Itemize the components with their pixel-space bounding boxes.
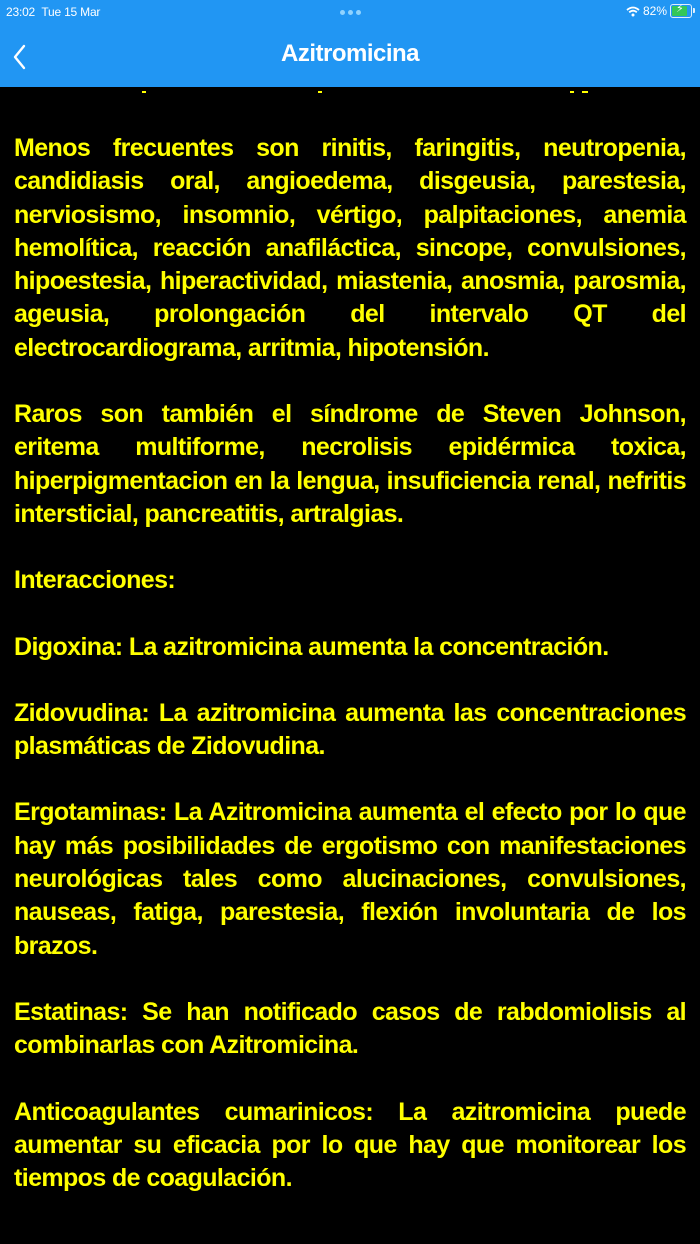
navigation-bar xyxy=(0,0,700,87)
battery-percent: 82% xyxy=(642,4,667,18)
time-text: 23:02 xyxy=(6,5,36,19)
page-title: Azitromicina xyxy=(280,40,420,67)
paragraph-estatinas: Estatinas: Se han notificado casos de rabdomiolisis al combinarlas con Azitromicina. xyxy=(14,997,686,1060)
wifi-icon xyxy=(626,6,640,17)
date-text: Tue 15 Mar xyxy=(41,5,101,19)
section-heading-interactions: Interacciones: xyxy=(14,566,176,595)
paragraph-digoxina: Digoxina: La azitromicina aumenta la concentración. xyxy=(14,632,609,661)
paragraph-ergotaminas: Ergotaminas: La Azitromicina aumenta el efecto por lo que hay más posibilidades de ergotismo con manifestaciones neurológicas tales como alucinaciones, convulsiones, nauseas, fatiga, parestesia, flexión involuntaria de los brazos. xyxy=(14,798,686,960)
status-bar xyxy=(0,0,700,24)
paragraph-rare-effects: Raros son también el síndrome de Steven Johnson, eritema multiforme, necrolisis epidérmica toxica, hiperpigmentacion en la lengua, insuficiencia renal, nefritis intersticial, pancreatitis, artralgias. xyxy=(14,400,686,528)
multitasking-dots-icon[interactable] xyxy=(340,4,361,15)
status-right xyxy=(626,4,692,18)
status-time xyxy=(6,5,100,19)
paragraph-zidovudina: Zidovudina: La azitromicina aumenta las concentraciones plasmáticas de Zidovudina. xyxy=(14,698,686,761)
scrollable-content[interactable] xyxy=(14,87,686,1228)
clipped-previous-line xyxy=(14,87,686,105)
paragraph-anticoagulantes: Anticoagulantes cumarinicos: La azitromicina puede aumentar su eficacia por lo que hay que monitorear los tiempos de coagulación. xyxy=(14,1097,686,1193)
paragraph-less-frequent-effects: Menos frecuentes son rinitis, faringitis, neutropenia, candidiasis oral, angioedema, disgeusia, parestesia, nerviosismo, insomnio, vértigo, palpitaciones, anemia hemolítica, reacción anafiláctica, sincope, convulsiones, hipoestesia, hiperactividad, miastenia, anosmia, parosmia, ageusia, prolongación del intervalo QT del electrocardiograma, arritmia, hipotensión. xyxy=(14,134,686,362)
battery-charging-icon: ⚡ xyxy=(670,4,692,18)
